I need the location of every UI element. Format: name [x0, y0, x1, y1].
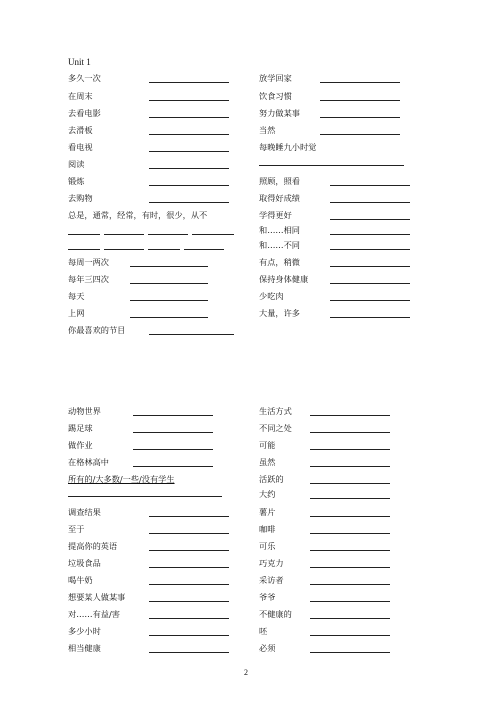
term-left: 做作业	[68, 440, 93, 450]
term-right: 大量，许多	[259, 308, 300, 318]
answer-blank	[310, 415, 390, 416]
term-right: 每晚睡九小时觉	[259, 142, 317, 152]
term-left: 至于	[68, 524, 85, 534]
term-right: 放学回家	[259, 73, 292, 83]
term-right: 大约	[259, 489, 276, 499]
term-right: 采访者	[259, 575, 284, 585]
term-left: 你最喜欢的节目	[68, 325, 126, 335]
answer-blank-long	[259, 165, 404, 166]
answer-blank	[149, 516, 229, 517]
answer-blank	[149, 151, 229, 152]
term-right: 保持身体健康	[259, 274, 309, 284]
answer-blank	[310, 533, 390, 534]
answer-blank	[133, 449, 213, 450]
term-right: 照顾，照看	[259, 176, 300, 186]
term-left: 对……有益/害	[68, 609, 120, 619]
unit-title: Unit 1	[68, 57, 91, 67]
answer-blank	[130, 300, 208, 301]
term-right: 虽然	[259, 457, 276, 467]
answer-blank	[149, 550, 229, 551]
term-left: 去滑板	[68, 125, 93, 135]
answer-blank	[149, 168, 229, 169]
term-right: 呸	[259, 626, 268, 636]
answer-blank	[149, 82, 229, 83]
term-right: 和……相同	[259, 225, 300, 235]
page-number: 2	[244, 668, 248, 677]
answer-blank	[133, 432, 213, 433]
term-right: 巧克力	[259, 558, 284, 568]
answer-blank-short	[68, 234, 100, 235]
answer-blank	[310, 432, 390, 433]
answer-blank	[149, 652, 229, 653]
answer-blank-short	[148, 234, 188, 235]
answer-blank	[330, 202, 410, 203]
term-left: 喝牛奶	[68, 575, 93, 585]
answer-blank-short	[104, 249, 144, 250]
term-right: 饮食习惯	[259, 91, 292, 101]
answer-blank	[320, 100, 400, 101]
answer-blank	[310, 618, 390, 619]
term-left: 动物世界	[68, 406, 101, 416]
term-right: 活跃的	[259, 474, 284, 484]
answer-blank	[149, 117, 229, 118]
term-left: 去看电影	[68, 108, 101, 118]
answer-blank	[149, 584, 229, 585]
term-left: 调查结果	[68, 507, 101, 517]
term-right: 取得好成绩	[259, 193, 300, 203]
term-left: 去购物	[68, 193, 93, 203]
answer-blank	[310, 584, 390, 585]
term-left: 想要某人做某事	[68, 592, 126, 602]
answer-blank	[149, 567, 229, 568]
answer-blank	[330, 300, 410, 301]
answer-blank	[149, 100, 229, 101]
term-right: 不同之处	[259, 423, 292, 433]
frequency-words: 总是，通常，经常，有时，很少，从不	[68, 210, 208, 220]
term-right: 不健康的	[259, 609, 292, 619]
answer-blank	[130, 283, 208, 284]
answer-blank	[149, 334, 234, 335]
term-right: 爷爷	[259, 592, 276, 602]
answer-blank	[149, 134, 229, 135]
term-right: 可乐	[259, 541, 276, 551]
term-left: 在周末	[68, 91, 93, 101]
term-left: 看电视	[68, 142, 93, 152]
answer-blank-short	[104, 234, 144, 235]
answer-blank	[133, 415, 213, 416]
answer-blank	[330, 234, 410, 235]
answer-blank	[310, 652, 390, 653]
term-left: 每天	[68, 291, 85, 301]
term-left: 锻炼	[68, 176, 85, 186]
answer-blank	[310, 601, 390, 602]
term-left: 垃圾食品	[68, 558, 101, 568]
answer-blank	[149, 533, 229, 534]
term-right: 和……不同	[259, 240, 300, 250]
term-left: 多久一次	[68, 73, 101, 83]
term-right: 学得更好	[259, 210, 292, 220]
term-right: 必须	[259, 643, 276, 653]
term-left: 相当健康	[68, 643, 101, 653]
term-right: 少吃肉	[259, 291, 284, 301]
answer-blank	[330, 219, 410, 220]
term-right: 可能	[259, 440, 276, 450]
answer-blank-short	[148, 249, 180, 250]
answer-blank	[130, 317, 208, 318]
answer-blank	[133, 466, 213, 467]
answer-blank	[149, 202, 229, 203]
term-right: 生活方式	[259, 406, 292, 416]
answer-blank	[330, 317, 410, 318]
answer-blank	[330, 185, 410, 186]
term-left: 在格林高中	[68, 457, 109, 467]
term-left: 每年三四次	[68, 274, 109, 284]
answer-blank	[330, 283, 410, 284]
answer-blank	[310, 498, 390, 499]
term-left: 多少小时	[68, 626, 101, 636]
answer-blank	[149, 601, 229, 602]
answer-blank	[310, 567, 390, 568]
term-left-underlined: 所有的/大多数/一些/没有学生	[68, 474, 175, 484]
answer-blank-long	[68, 496, 222, 497]
answer-blank	[330, 249, 410, 250]
answer-blank	[310, 635, 390, 636]
term-right: 薯片	[259, 507, 276, 517]
term-right: 努力做某事	[259, 108, 300, 118]
term-left: 上网	[68, 308, 85, 318]
term-left: 提高你的英语	[68, 541, 118, 551]
term-right: 当然	[259, 125, 276, 135]
answer-blank	[149, 185, 229, 186]
answer-blank	[310, 516, 390, 517]
answer-blank-short	[192, 234, 234, 235]
term-right: 有点，稍微	[259, 257, 300, 267]
answer-blank	[330, 266, 410, 267]
answer-blank	[320, 134, 400, 135]
answer-blank	[149, 635, 229, 636]
answer-blank	[130, 266, 208, 267]
answer-blank	[310, 483, 390, 484]
answer-blank	[320, 117, 400, 118]
answer-blank	[320, 82, 400, 83]
term-right: 咖啡	[259, 524, 276, 534]
term-left: 踢足球	[68, 423, 93, 433]
answer-blank	[310, 466, 390, 467]
answer-blank	[310, 550, 390, 551]
answer-blank-short	[184, 249, 224, 250]
term-left: 每周一两次	[68, 257, 109, 267]
term-left: 阅读	[68, 159, 85, 169]
answer-blank	[149, 618, 229, 619]
answer-blank-short	[68, 249, 100, 250]
answer-blank	[310, 449, 390, 450]
